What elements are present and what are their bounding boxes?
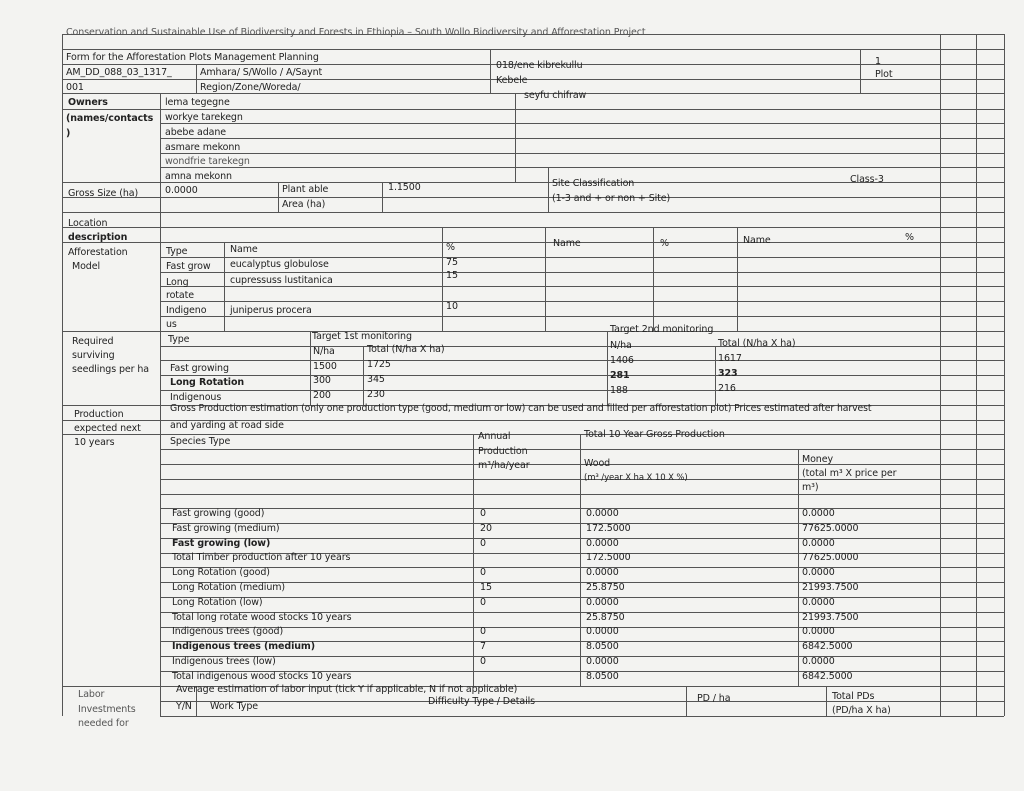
rule: [62, 34, 63, 716]
production-species: Indigenous trees (medium): [172, 641, 315, 652]
labor-work-type-header: Work Type: [210, 701, 258, 712]
rule: [515, 93, 516, 183]
rule: [310, 331, 311, 405]
production-wood: 172.5000: [586, 523, 631, 534]
rule: [686, 686, 687, 716]
owners-label: Owners: [68, 97, 108, 108]
seedling-t1-total: 230: [367, 389, 385, 400]
rule: [607, 331, 608, 405]
rule: [160, 656, 1004, 657]
labor-label-3: needed for: [78, 718, 129, 729]
labor-total-pd-header: Total PDs: [832, 691, 875, 702]
seedlings-label-2: surviving: [72, 350, 115, 361]
production-wood: 0.0000: [586, 538, 619, 549]
t2-total-header: Total (N/ha X ha): [718, 338, 796, 349]
rule: [160, 153, 1004, 154]
plantable-value: 1.1500: [388, 182, 421, 193]
rule: [62, 242, 1004, 243]
rule: [860, 49, 861, 93]
production-species: Fast growing (medium): [172, 523, 280, 534]
rule: [160, 567, 1004, 568]
production-annual: 0: [480, 538, 486, 549]
production-annual: 0: [480, 508, 486, 519]
site-label: Site Classification: [552, 178, 635, 189]
seedling-t2-n: 1406: [610, 355, 634, 366]
rule: [62, 49, 1004, 50]
species-type-header: Species Type: [170, 436, 231, 447]
plot-code-suffix: 001: [66, 82, 84, 93]
rule: [160, 93, 161, 716]
production-wood: 0.0000: [586, 567, 619, 578]
model-label: Afforestation: [68, 247, 128, 258]
production-wood: 0.0000: [586, 656, 619, 667]
rule: [160, 390, 1004, 391]
rule: [160, 464, 1004, 465]
production-annual: 15: [480, 582, 492, 593]
production-species: Long Rotation (medium): [172, 582, 286, 593]
seedling-t2-n: 188: [610, 385, 628, 396]
rule: [160, 538, 1004, 539]
seedling-t2-n: 281: [610, 370, 630, 381]
production-total-label: Total indigenous wood stocks 10 years: [172, 671, 352, 682]
model-pct-header-2: %: [660, 238, 669, 249]
model-pct: 15: [446, 270, 458, 281]
t1-total-header: Total (N/ha X ha): [367, 344, 445, 355]
seedling-type: Fast growing: [170, 363, 229, 374]
money-header-3: m³): [802, 482, 819, 493]
owners-label-3: ): [66, 128, 71, 139]
labor-desc: Average estimation of labor input (tick Y if applicable, N if not applicable): [176, 684, 518, 695]
production-label: Production: [74, 409, 124, 420]
production-wood: 8.0500: [586, 641, 619, 652]
production-wood: 0.0000: [586, 508, 619, 519]
production-species: Fast growing (good): [172, 508, 265, 519]
rule: [160, 257, 1004, 258]
rule: [62, 79, 1004, 80]
site-value: Class-3: [850, 174, 884, 185]
production-desc-2: and yarding at road side: [170, 420, 284, 431]
production-money: 0.0000: [802, 626, 835, 637]
rule: [62, 227, 1004, 228]
rule: [160, 494, 1004, 495]
gross-size-value: 0.0000: [165, 185, 198, 196]
money-header: Money: [802, 454, 833, 465]
production-wood: 8.0500: [586, 671, 619, 682]
production-money: 6842.5000: [802, 671, 853, 682]
model-type-2: us: [166, 319, 177, 330]
annual-header-3: m³/ha/year: [478, 460, 530, 471]
rule: [160, 346, 1004, 347]
model-pct: 75: [446, 257, 458, 268]
rule: [580, 434, 581, 686]
seedlings-type-header: Type: [168, 334, 190, 345]
form-title: Form for the Afforestation Plots Management Planning: [66, 52, 319, 63]
production-money: 21993.7500: [802, 612, 859, 623]
wood-header-2: (m³ /year X ha X 10 X %): [584, 473, 688, 483]
rule: [160, 479, 1004, 480]
rule: [473, 434, 474, 686]
location-label-2: description: [68, 232, 128, 243]
region-value: Amhara/ S/Wollo / A/Saynt: [200, 67, 323, 78]
target2-header: Target 2nd monitoring: [610, 324, 714, 335]
seedling-t1-total: 345: [367, 374, 385, 385]
labor-pd-header: PD / ha: [697, 693, 731, 704]
rule: [278, 182, 279, 212]
production-desc: Gross Production estimation (only one production type (good, medium or low) can be used and filled per afforestation plot) Prices estimated after harvest: [170, 403, 872, 414]
rule: [160, 582, 1004, 583]
model-pct-header-3: %: [905, 232, 914, 243]
owner-name: wondfrie tarekegn: [165, 156, 250, 167]
production-money: 6842.5000: [802, 641, 853, 652]
rule: [160, 123, 1004, 124]
kebele-sub: seyfu chifraw: [524, 90, 587, 101]
production-annual: 0: [480, 626, 486, 637]
site-label-2: (1-3 and + or non + Site): [552, 193, 671, 204]
rule: [160, 272, 1004, 273]
model-label-2: Model: [72, 261, 101, 272]
rule: [62, 197, 1004, 198]
production-annual: 0: [480, 656, 486, 667]
production-total-label: Total Timber production after 10 years: [172, 552, 351, 563]
rule: [798, 449, 799, 686]
rule: [160, 627, 1004, 628]
model-pct-header: %: [446, 242, 455, 253]
rule: [940, 34, 941, 716]
rule: [160, 375, 1004, 376]
rule: [160, 167, 1004, 168]
plot-label: Plot: [875, 69, 893, 80]
production-money: 0.0000: [802, 597, 835, 608]
owner-name: asmare mekonn: [165, 142, 241, 153]
wood-header: Wood: [584, 458, 611, 469]
seedling-t1-n: 300: [313, 375, 331, 386]
plot-number: 1: [875, 56, 881, 67]
rule: [62, 109, 1004, 110]
target1-header: Target 1st monitoring: [312, 331, 412, 342]
rule: [160, 360, 1004, 361]
plot-code: AM_DD_088_03_1317_: [66, 67, 172, 78]
production-species: Indigenous trees (good): [172, 626, 284, 637]
production-species: Indigenous trees (low): [172, 656, 276, 667]
owner-name: workye tarekegn: [165, 112, 243, 123]
seedlings-label: Required: [72, 336, 114, 347]
rule: [62, 331, 1004, 332]
model-type: Fast grow: [166, 261, 211, 272]
seedling-type: Long Rotation: [170, 377, 245, 388]
owners-label-2: (names/contacts: [66, 113, 154, 124]
money-header-2: (total m³ X price per: [802, 468, 897, 479]
t2-nha-header: N/ha: [610, 340, 632, 351]
model-name-header-2: Name: [553, 238, 581, 249]
total-production-header: Total 10 Year Gross Production: [584, 429, 725, 440]
kebele-value: 018/ene kibrekullu: [496, 60, 583, 71]
labor-label: Labor: [78, 689, 105, 700]
production-money: 77625.0000: [802, 523, 859, 534]
seedling-type: Indigenous: [170, 392, 222, 403]
t1-nha-header: N/ha: [313, 346, 335, 357]
model-type: Indigeno: [166, 305, 207, 316]
rule: [62, 212, 1004, 213]
production-annual: 0: [480, 567, 486, 578]
region-label: Region/Zone/Woreda/: [200, 82, 301, 93]
rule: [160, 597, 1004, 598]
gross-size-label: Gross Size (ha): [68, 188, 139, 199]
model-type: Long: [166, 277, 189, 288]
production-species: Fast growing (low): [172, 538, 271, 549]
production-wood: 25.8750: [586, 612, 625, 623]
labor-total-pd-header-2: (PD/ha X ha): [832, 705, 891, 716]
seedling-t1-n: 200: [313, 390, 331, 401]
rule: [382, 182, 383, 212]
model-type-2: rotate: [166, 290, 195, 301]
production-label-2: expected next: [74, 423, 141, 434]
plantable-label-2: Area (ha): [282, 199, 326, 210]
model-name-header-3: Name: [743, 235, 771, 246]
rule: [548, 168, 549, 212]
rule: [160, 286, 1004, 287]
model-species: cupressuss lustitanica: [230, 275, 333, 286]
rule: [160, 701, 1004, 702]
model-pct: 10: [446, 301, 458, 312]
rule: [160, 449, 1004, 450]
model-type-header: Type: [166, 246, 188, 257]
labor-label-2: Investments: [78, 704, 136, 715]
production-money: 0.0000: [802, 656, 835, 667]
production-money: 77625.0000: [802, 552, 859, 563]
labor-difficulty-header: Difficulty Type / Details: [428, 696, 536, 707]
rule: [62, 434, 1004, 435]
labor-yn-header: Y/N: [176, 701, 192, 712]
production-annual: 0: [480, 597, 486, 608]
plantable-label: Plant able: [282, 184, 329, 195]
rule: [976, 34, 977, 716]
seedling-t2-total: 1617: [718, 353, 742, 364]
seedling-t1-total: 1725: [367, 359, 391, 370]
owner-name: abebe adane: [165, 127, 227, 138]
rule: [715, 346, 716, 405]
production-annual: 7: [480, 641, 486, 652]
rule: [160, 301, 1004, 302]
rule: [826, 686, 827, 716]
rule: [224, 242, 225, 332]
rule: [1004, 34, 1005, 716]
model-species: eucalyptus globulose: [230, 259, 329, 270]
annual-header: Annual: [478, 431, 511, 442]
owner-name: lema tegegne: [165, 97, 230, 108]
production-money: 0.0000: [802, 567, 835, 578]
rule: [653, 227, 654, 332]
rule: [442, 227, 443, 332]
rule: [160, 716, 1004, 717]
rule: [160, 508, 1004, 509]
production-annual: 20: [480, 523, 492, 534]
production-species: Long Rotation (good): [172, 567, 270, 578]
rule: [737, 227, 738, 332]
rule: [545, 227, 546, 332]
rule: [490, 49, 491, 93]
seedlings-label-3: seedlings per ha: [72, 364, 150, 375]
annual-header-2: Production: [478, 446, 528, 457]
production-money: 0.0000: [802, 508, 835, 519]
production-wood: 0.0000: [586, 626, 619, 637]
location-label: Location: [68, 218, 108, 229]
rule: [363, 346, 364, 405]
seedling-t2-total: 323: [718, 368, 738, 379]
rule: [160, 138, 1004, 139]
production-money: 0.0000: [802, 538, 835, 549]
production-total-label: Total long rotate wood stocks 10 years: [172, 612, 352, 623]
model-species: juniperus procera: [230, 305, 312, 316]
production-wood: 172.5000: [586, 552, 631, 563]
production-species: Long Rotation (low): [172, 597, 263, 608]
production-money: 21993.7500: [802, 582, 859, 593]
rule: [196, 64, 197, 94]
rule: [160, 523, 1004, 524]
production-label-3: 10 years: [74, 437, 115, 448]
production-wood: 0.0000: [586, 597, 619, 608]
model-name-header: Name: [230, 244, 258, 255]
seedling-t2-total: 216: [718, 383, 736, 394]
project-title: Conservation and Sustainable Use of Biodiversity and Forests in Ethiopia – South Wollo Biodiversity and Afforestation Project: [66, 27, 646, 38]
owner-name: amna mekonn: [165, 171, 232, 182]
production-wood: 25.8750: [586, 582, 625, 593]
kebele-label: Kebele: [496, 75, 528, 86]
seedling-t1-n: 1500: [313, 361, 337, 372]
rule: [160, 316, 1004, 317]
